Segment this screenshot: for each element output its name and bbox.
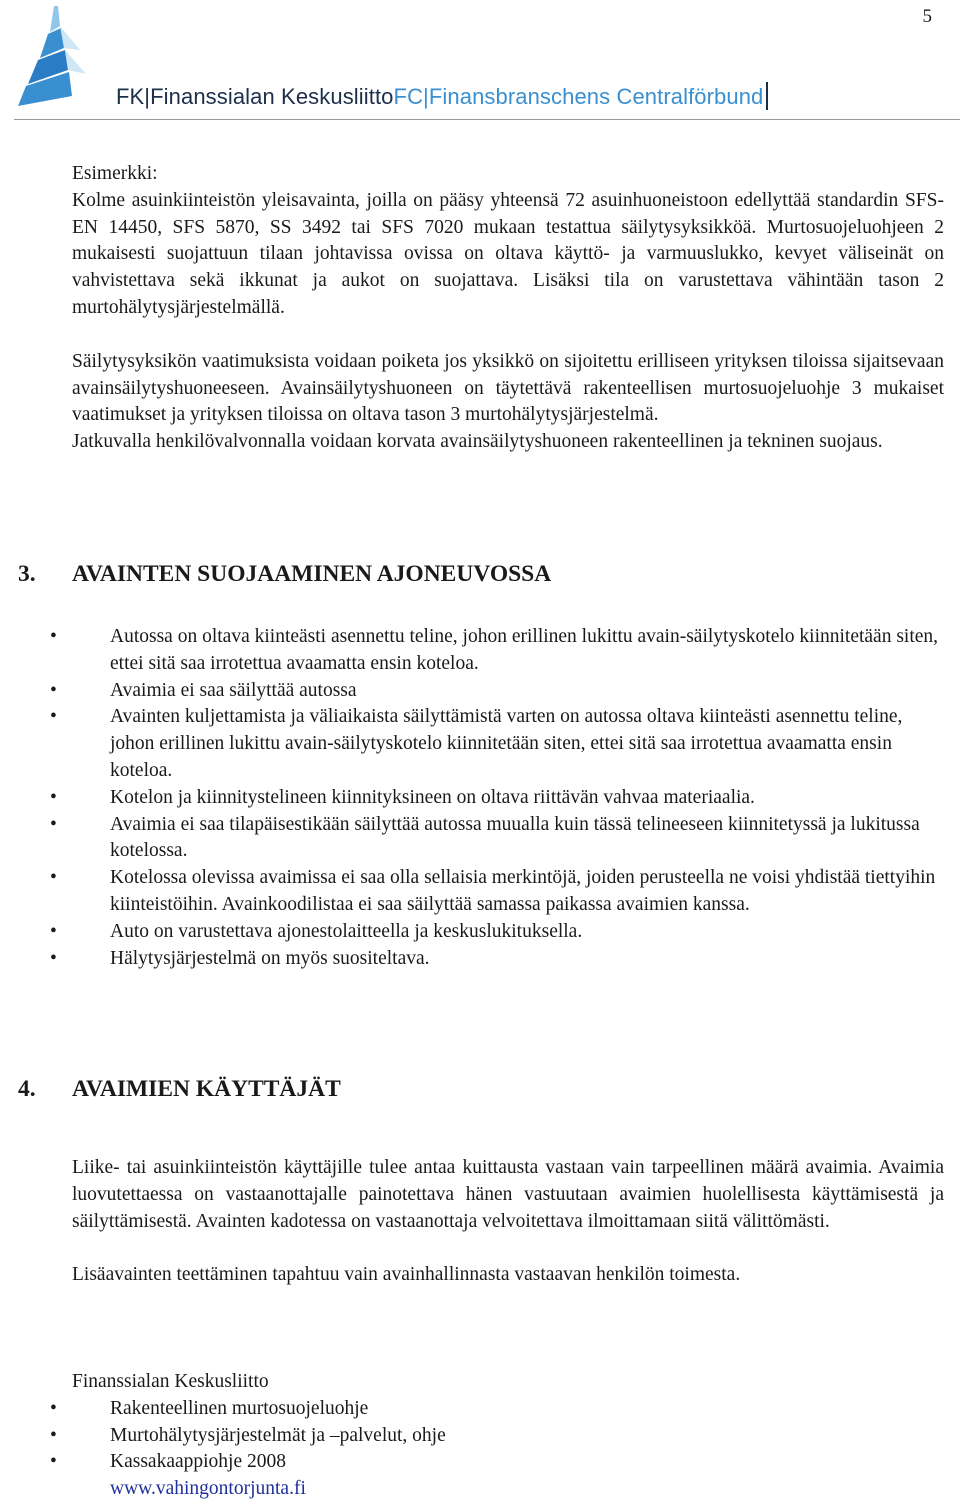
section-4-number: 4. — [18, 1076, 36, 1102]
bullet-icon: • — [50, 867, 57, 889]
bullet-icon: • — [50, 920, 57, 942]
organization-name — [116, 82, 768, 110]
footer-reference-item — [0, 1396, 944, 1423]
bullet-icon: • — [50, 786, 57, 808]
example-section — [72, 161, 944, 456]
section-3-bullet-item — [0, 624, 944, 678]
section-3-title: AVAINTEN SUOJAAMINEN AJONEUVOSSA — [72, 561, 552, 587]
section-3-bullet-item — [0, 678, 944, 705]
footer-org: Finanssialan Keskusliitto — [72, 1371, 269, 1392]
bullet-icon: • — [50, 947, 57, 969]
example-label: Esimerkki: — [72, 163, 158, 184]
section-4-paragraph-1: Liike- tai asuinkiinteistön käyttäjille tulee antaa kuittausta vastaan vain tarpeellinen määrä avaimia. Avaimia luovutettaessa on vastaanottajalle painotettava hänen vastuutaan avaimien huolellisesta käyttämisestä ja säilyttämisestä. Avainten kadotessa on vastaanottaja velvoitettava ilmoittamaan siitä välittömästi. — [72, 1157, 944, 1232]
example-paragraph-2: Säilytysyksikön vaatimuksista voidaan poiketa jos yksikkö on sijoitettu erilliseen yrityksen tiloissa sijaitsevaan avainsäilytyshuoneeseen. Avainsäilytyshuoneen on täytettävä rakenteellisen murtosuojeluohje 3 mukaiset vaatimukset ja yrityksen tiloissa on oltava tason 3 murtohälytysjärjestelmä. — [72, 350, 944, 426]
bullet-icon: • — [50, 1424, 57, 1446]
letterhead — [0, 0, 960, 122]
fk-logo-icon — [14, 4, 92, 108]
header-divider — [14, 119, 960, 120]
section-4-paragraph-2: Lisäavainten teettäminen tapahtuu vain avainhallinnasta vastaavan henkilön toimesta. — [72, 1264, 741, 1286]
bullet-icon: • — [50, 1451, 57, 1473]
section-3-bullet-item-text: Avaimia ei saa säilyttää autossa — [110, 679, 357, 701]
example-paragraph-1: Kolme asuinkiinteistön yleisavainta, joilla on pääsy yhteensä 72 asuinhuoneistoon edellyttää standardin SFS-EN 14450, SFS 5870, SS 3492 tai SFS 7020 mukaan testattua säilytysyksikköä. Murtosuojeluohjeen 2 mukaisesti suojattuun tilaan johtavissa ovissa on oltava käyttö- ja varmuuslukko, kevyet väliseinät on vahvistettava sekä ikkunat ja aukot on suojattava. Lisäksi tila on varustettava vähintään tason 2 murtohälytysjärjestelmällä. — [72, 189, 944, 318]
footer-reference-item-text: Kassakaappiohje 2008 — [110, 1451, 286, 1473]
section-3-bullet-item-text: Autossa on oltava kiinteästi asennettu teline, johon erillinen lukittu avain-säilytyskotelo kiinnitetään siten, ettei sitä saa irrotettua avaamatta ensin koteloa. — [110, 626, 939, 674]
bullet-icon: • — [50, 706, 57, 728]
org-name-sv: FC|Finansbranschens Centralförbund — [393, 84, 764, 109]
section-3-bullet-item-text: Avaimia ei saa tilapäisestikään säilyttää autossa muualla kuin tässä telineeseen kiinnitetyssä ja lukitussa kotelossa. — [110, 813, 920, 862]
section-3-bullet-item-text: Hälytysjärjestelmä on myös suositeltava. — [110, 947, 430, 969]
section-4-body — [72, 1155, 944, 1289]
footer-references — [50, 1369, 944, 1503]
footer-reference-item — [0, 1423, 944, 1450]
section-3-bullet-item-text: Avainten kuljettamista ja väliaikaista säilyttämistä varten on autossa oltava kiinteästi asennettu teline, johon erillinen lukittu avain-säilytyskotelo kiinnitetään siten, ettei sitä saa irrotettua avaamatta ensin koteloa. — [110, 706, 903, 781]
bullet-icon: • — [50, 679, 57, 701]
org-name-fi: FK|Finanssialan Keskusliitto — [116, 84, 394, 109]
section-4-title: AVAIMIEN KÄYTTÄJÄT — [72, 1076, 341, 1102]
footer-reference-item — [0, 1449, 944, 1476]
section-3-bullet-item-text: Kotelossa olevissa avaimissa ei saa olla sellaisia merkintöjä, joiden perusteella ne voisi yhdistää tiettyihin kiinteistöihin. Avainkoodilistaa ei saa säilyttää samassa paikassa avaimien kanssa. — [110, 867, 936, 915]
bullet-icon: • — [50, 626, 57, 647]
section-3-bullet-item — [0, 946, 944, 973]
section-3-heading — [18, 561, 551, 588]
bullet-icon: • — [50, 1397, 57, 1419]
footer-reference-item-text: Rakenteellinen murtosuojeluohje — [110, 1397, 369, 1419]
page-number: 5 — [922, 6, 932, 27]
section-3-list — [50, 624, 944, 972]
footer-reference-item-text: Murtohälytysjärjestelmät ja –palvelut, ohje — [110, 1424, 446, 1446]
section-3-bullet-item — [0, 812, 944, 866]
website-link[interactable]: www.vahingontorjunta.fi — [110, 1478, 306, 1500]
bullet-icon: • — [50, 813, 57, 835]
section-3-number: 3. — [18, 561, 36, 587]
section-3-bullet-item-text: Auto on varustettava ajonestolaitteella ja keskuslukituksella. — [110, 920, 583, 942]
section-3-bullet-item-text: Kotelon ja kiinnitystelineen kiinnityksineen on oltava riittävän vahvaa materiaalia. — [110, 786, 755, 808]
section-3-bullet-item — [0, 704, 944, 784]
logo-divider — [766, 82, 768, 110]
section-3-bullet-item — [0, 865, 944, 919]
example-paragraph-3: Jatkuvalla henkilövalvonnalla voidaan korvata avainsäilytyshuoneen rakenteellinen ja tekninen suojaus. — [72, 431, 883, 453]
section-4-heading — [18, 1076, 341, 1103]
section-3-bullet-item — [0, 785, 944, 812]
section-3-bullet-item — [0, 919, 944, 946]
